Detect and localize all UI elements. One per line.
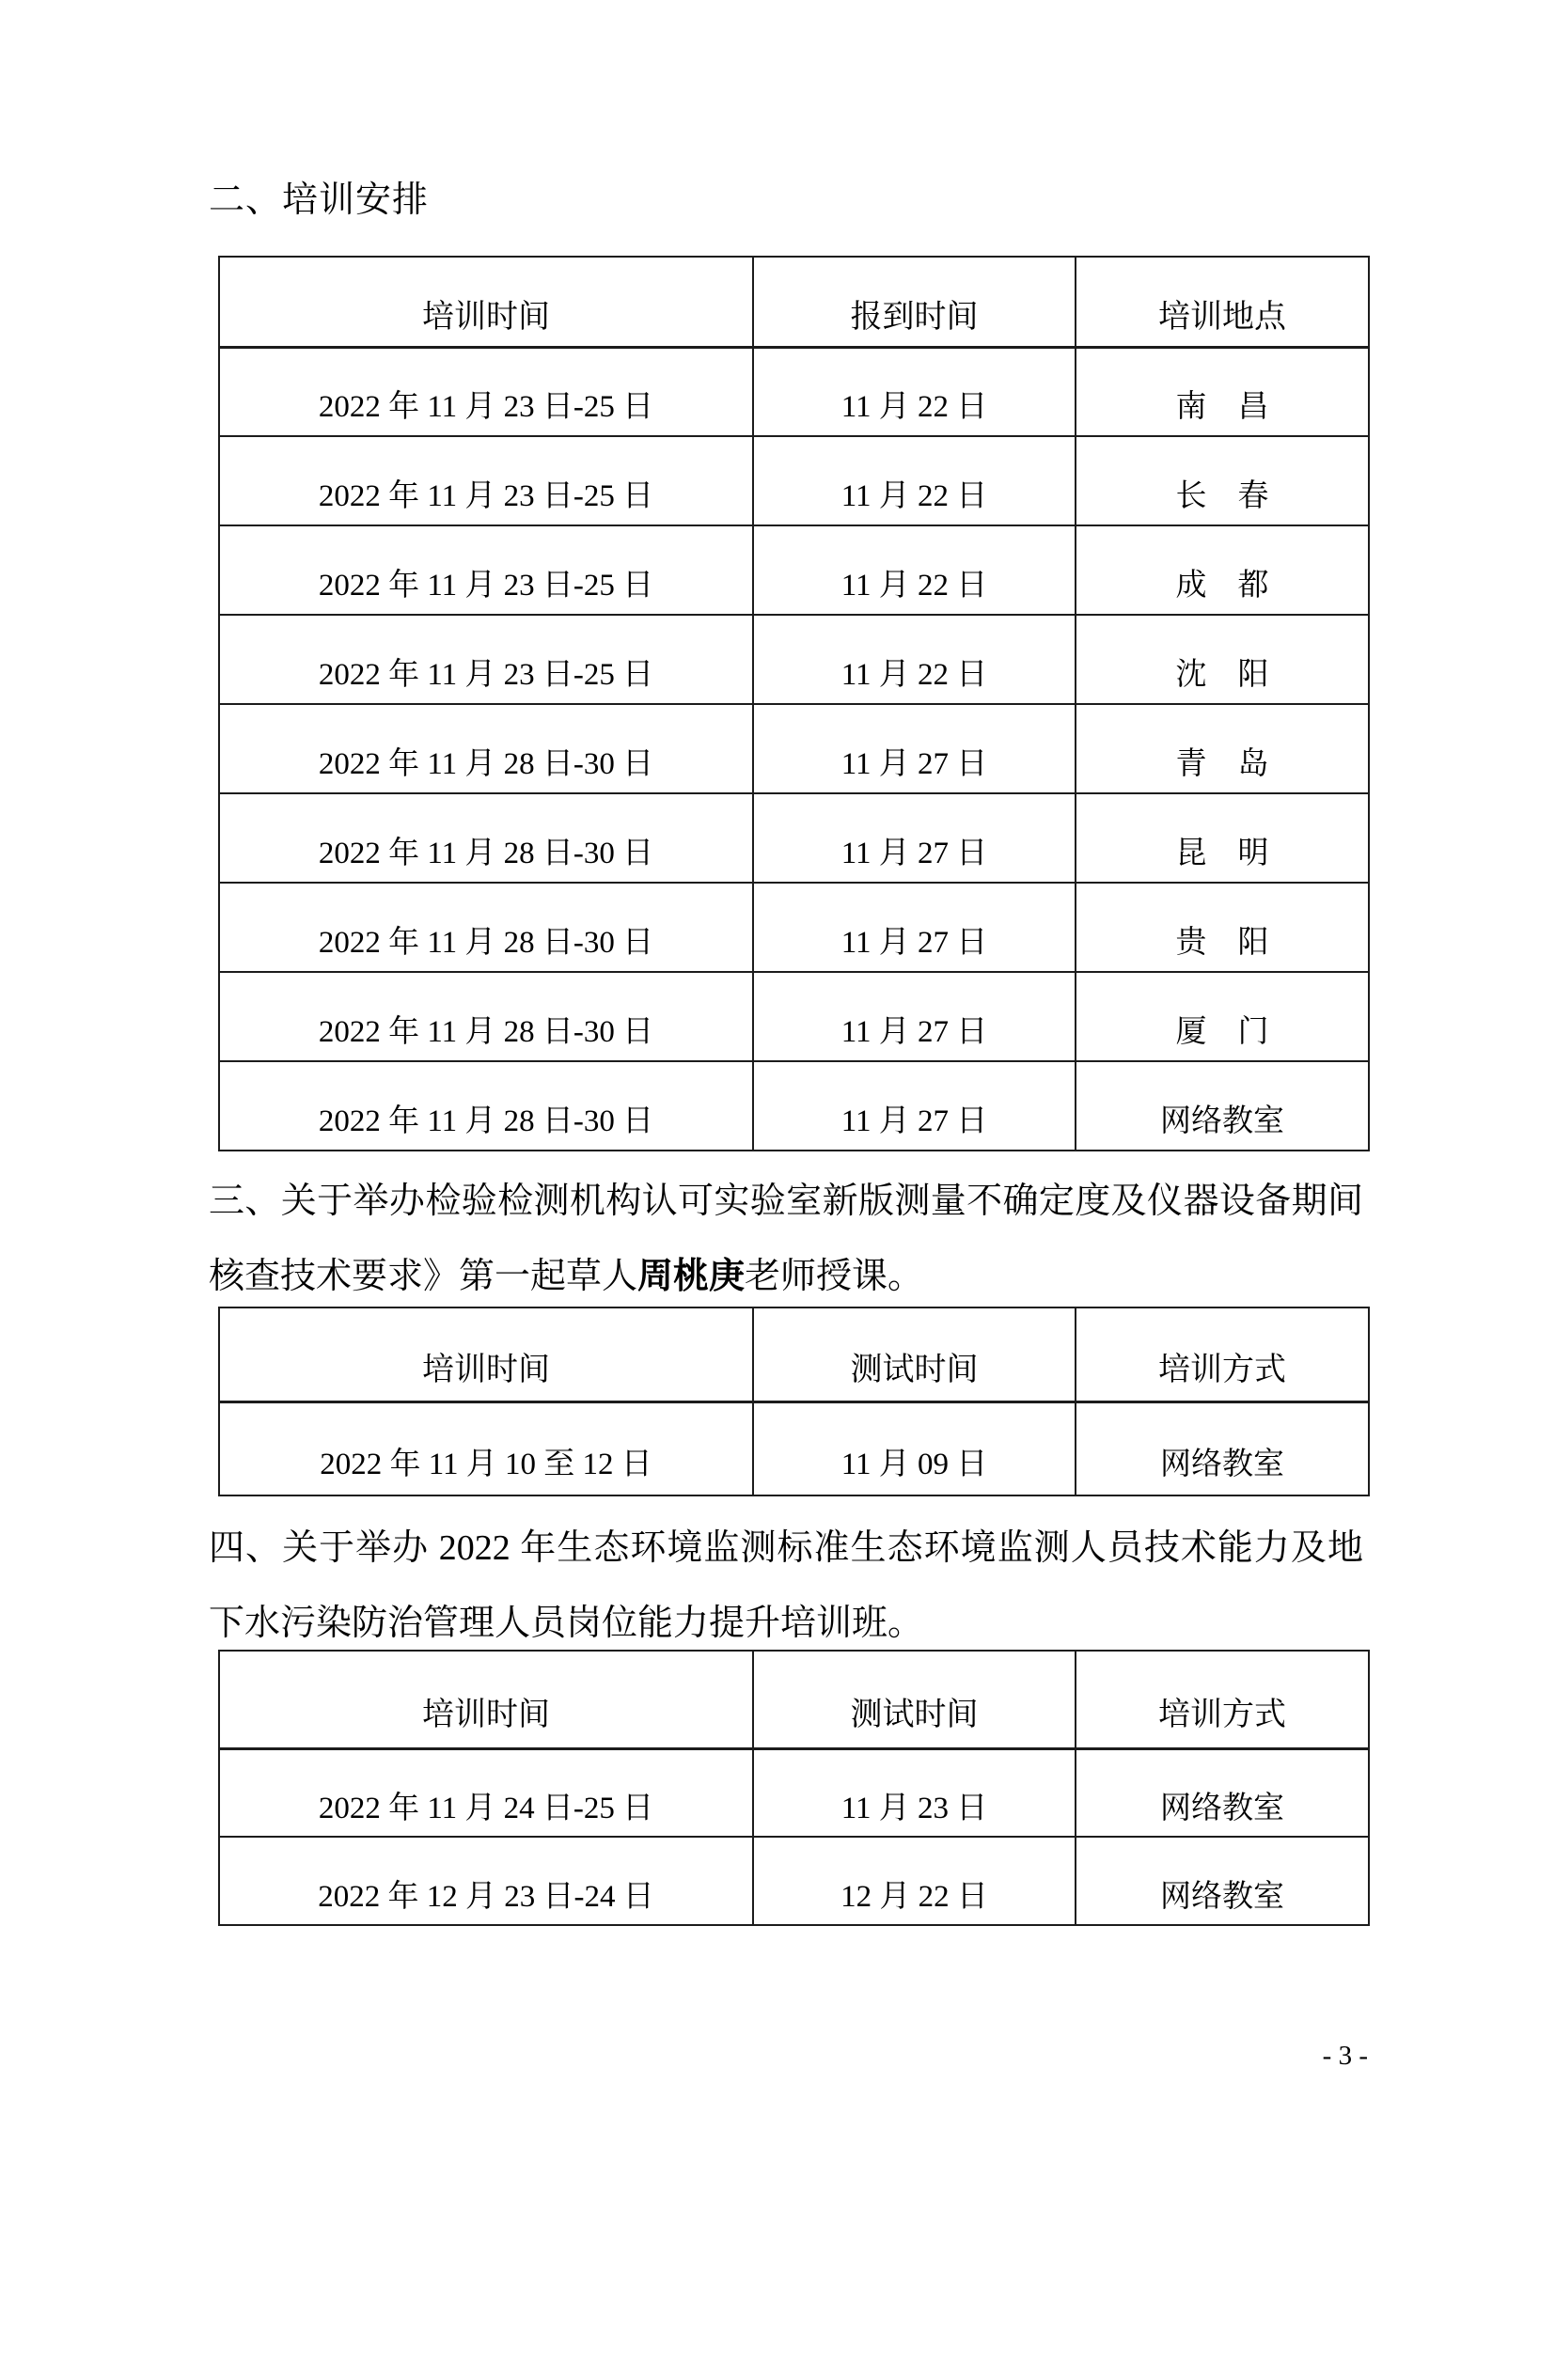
table-cell: 11 月 22 日	[753, 436, 1076, 525]
table-cell: 网络教室	[1076, 1748, 1369, 1837]
table-cell: 2022 年 11 月 28 日-30 日	[219, 883, 753, 972]
table-cell: 成 都	[1076, 525, 1369, 615]
table-cell: 11 月 22 日	[753, 347, 1076, 436]
table-cell: 2022 年 11 月 28 日-30 日	[219, 1061, 753, 1151]
table-cell: 2022 年 11 月 28 日-30 日	[219, 972, 753, 1061]
table-header-row	[219, 1651, 1369, 1748]
table-header-row	[219, 1307, 1369, 1401]
column-header: 培训时间	[219, 1307, 753, 1401]
table-cell: 2022 年 11 月 28 日-30 日	[219, 704, 753, 793]
table-row	[219, 883, 1369, 972]
section-3-paragraph	[209, 1164, 1363, 1314]
table-header-row	[219, 257, 1369, 347]
page-number: - 3 -	[1322, 2041, 1368, 2071]
table-cell: 12 月 22 日	[753, 1837, 1076, 1925]
column-header: 培训时间	[219, 257, 753, 347]
table-cell: 网络教室	[1076, 1401, 1369, 1495]
table-cell: 沈 阳	[1076, 615, 1369, 704]
table-cell: 2022 年 11 月 28 日-30 日	[219, 793, 753, 883]
table-cell: 2022 年 12 月 23 日-24 日	[219, 1837, 753, 1925]
training-schedule-table	[218, 256, 1370, 1151]
section-4-paragraph: 四、关于举办 2022 年生态环境监测标准生态环境监测人员技术能力及地下水污染防治管理人员岗位能力提升培训班。	[209, 1528, 1363, 1643]
table-row	[219, 1748, 1369, 1837]
column-header: 报到时间	[753, 257, 1076, 347]
table-row	[219, 1837, 1369, 1925]
table-cell: 2022 年 11 月 23 日-25 日	[219, 525, 753, 615]
table-cell: 2022 年 11 月 10 至 12 日	[219, 1401, 753, 1495]
table-row	[219, 793, 1369, 883]
table-cell: 昆 明	[1076, 793, 1369, 883]
table-cell: 11 月 27 日	[753, 793, 1076, 883]
table-cell: 11 月 09 日	[753, 1401, 1076, 1495]
table-cell: 11 月 27 日	[753, 1061, 1076, 1151]
table-cell: 11 月 23 日	[753, 1748, 1076, 1837]
table-cell: 厦 门	[1076, 972, 1369, 1061]
table-cell: 网络教室	[1076, 1061, 1369, 1151]
table-row	[219, 1061, 1369, 1151]
table-row	[219, 1401, 1369, 1495]
table-cell: 网络教室	[1076, 1837, 1369, 1925]
table-cell: 2022 年 11 月 23 日-25 日	[219, 615, 753, 704]
table-row	[219, 525, 1369, 615]
table-row	[219, 972, 1369, 1061]
column-header: 测试时间	[753, 1307, 1076, 1401]
table-row	[219, 615, 1369, 704]
column-header: 培训方式	[1076, 1307, 1369, 1401]
instructor-name: 周桃庚	[637, 1257, 746, 1296]
table-cell: 2022 年 11 月 23 日-25 日	[219, 436, 753, 525]
table-cell: 青 岛	[1076, 704, 1369, 793]
table-cell: 11 月 27 日	[753, 972, 1076, 1061]
column-header: 培训地点	[1076, 257, 1369, 347]
table-cell: 2022 年 11 月 24 日-25 日	[219, 1748, 753, 1837]
table-cell: 南 昌	[1076, 347, 1369, 436]
table-row	[219, 347, 1369, 436]
section-3-text-after: 老师授课。	[745, 1257, 924, 1296]
table-cell: 贵 阳	[1076, 883, 1369, 972]
table-row	[219, 704, 1369, 793]
column-header: 测试时间	[753, 1651, 1076, 1748]
table-cell: 长 春	[1076, 436, 1369, 525]
table-cell: 11 月 22 日	[753, 525, 1076, 615]
section-2-heading: 二、培训安排	[209, 180, 430, 220]
table-row	[219, 436, 1369, 525]
monitoring-course-table	[218, 1650, 1370, 1926]
measurement-uncertainty-course-table	[218, 1307, 1370, 1496]
table-cell: 11 月 27 日	[753, 704, 1076, 793]
column-header: 培训方式	[1076, 1651, 1369, 1748]
column-header: 培训时间	[219, 1651, 753, 1748]
table-cell: 11 月 22 日	[753, 615, 1076, 704]
section-3-text-before: 三、关于举办检验检测机构认可实验室新版测量不确定度及仪器设备期间核查技术要求》第一起草人	[209, 1182, 1363, 1296]
table-cell: 2022 年 11 月 23 日-25 日	[219, 347, 753, 436]
table-cell: 11 月 27 日	[753, 883, 1076, 972]
